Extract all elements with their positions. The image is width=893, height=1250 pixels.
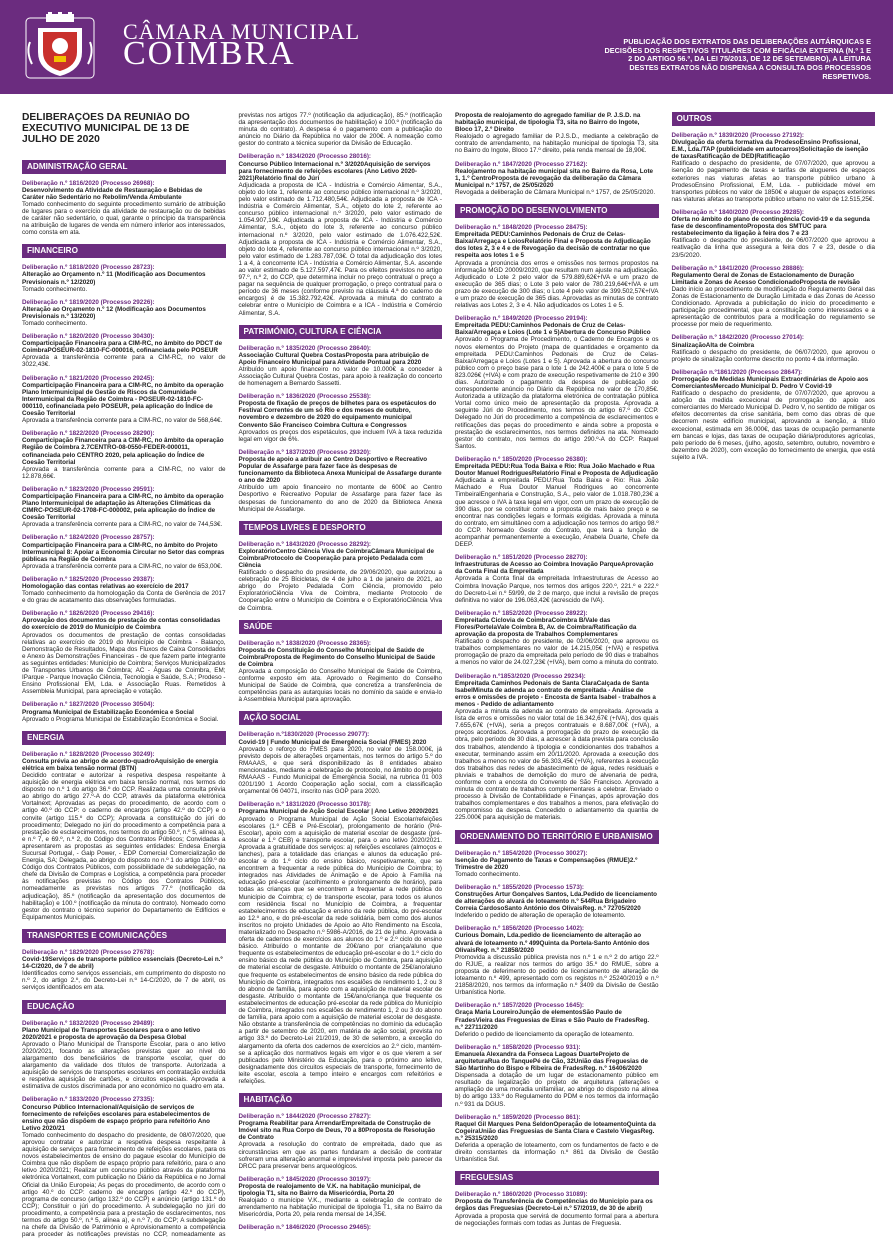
deliberation-entry: [22, 430, 226, 480]
deliberation-number: Deliberação n.º 1819/2020 (Processo 29226):: [22, 298, 155, 306]
deliberation-text: Aprovado o Programa de Procedimento, o Caderno de Encargos e os novos elementos do Projeto (mapa de quantidades e orçamento da empreitada PEDU:Caminhos Pedonais de Cruz de Celas-Baixa/Arregaça e Loios (Lotes 1 e 5). Aprovada a abertura do concurso público com o preço base para o lote 1 de 242.400€ e para o lote 5 de 823.026€ (+IVA) e com prazo de execução respetivamente de 210 e 390 dias. Autorizado o pagamento da despesa de publicação do correspondente anúncio no Diário da República no valor de 170,85€. Autorizada a utilização da plataforma eletrónica de contratação pública Vortal como único meio de apresentação da proposta. Aprovada a seguinte Júri do Procedimento, nos termos do artigo 67.º do CCP. Delegado no Júri do procedimento a competência de esclarecimentos e retificações das peças do procedimento e ainda sobre a proposta e prestação de esclarecimentos, nos termos definidos na ata. Nomeado gestor do contrato, nos termos do artigo 290.º-A do CCP: Raquel Santos.: [455, 336, 659, 450]
deliberation-text: Adjudicada a proposta de ICA - Indústria e Comércio Alimentar, S.A., objeto do lote 1, referente ao concurso público internacional n.º 3/2020, pelo valor estimado de 1.712.480,54€. Adjudicada a proposta de ICA - Indústria e Comércio Alimentar, S.A., objeto do lote 2, referente ao concurso público internacional n.º 3/2020, pelo valor estimado de 1.054.907,19€. Adjudicada a proposta de ICA - Indústria e Comércio Alimentar, S.A., objeto do lote 3, referente ao concurso público internacional n.º 3/2020, pelo valor estimado de 1.076.422,52€. Adjudicada a proposta de ICA - Indústria e Comércio Alimentar, S.A., objeto do lote 4, referente ao concurso público internacional n.º 3/2020, pelo valor estimado de 1.283.787,03€. O total da adjudicação dos lotes 1 a 4, à concorrente ICA - Indústria e Comércio Alimentar, S.A. ascende ao valor estimado de 5.127.597,47€. Para os efeitos previstos no artigo 97.º, n.º 2, do CCP, que determina incluir no preço contratual o preço a pagar na sequência de qualquer prorrogação, o preço contratual para o período de 36 meses (conforme previsto na cláusula 4.ª do caderno de encargos) é de 15.382.792,42€. Aprovada a minuta do contrato a celebrar entre o Município de Coimbra e a ICA - Indústria e Comércio Alimentar, S.A.: [238, 181, 442, 317]
deliberation-number: Deliberação n.º 1825/2020 (Processo 29387):: [22, 575, 155, 583]
deliberation-text: Aprovada a minuta da adenda ao contrato de empreitada. Aprovada a lista de erros e omissões no valor total de 16.342,67€ (+IVA), dos quais 7.655,67€ (+IVA), seria a preços contratuais e 8.687,00€ (+IVA), a preços acordados. Aprovada a prorrogação do prazo de execução da obra, pelo período de 30 dias, a acrescer à data prevista para conclusão dos trabalhos, atendendo à tipologia e condicionantes dos trabalhos a executar, terminando assim em 20/11/2020. Aprovada a execução dos trabalhos a menos no valor de 56.303,45€ (+IVA), referentes à execução dos trabalhos das redes de abastecimento de água, redes residuais e pluviais e trabalhos de demolição do muro de alvenaria de pedra, conforme com a encosta do Convento de São Francisco. Aprovado a minuta do contrato de trabalhos complementares a celebrar. Enviado o processo à Divisão de Contabilidade e Finanças, após aprovação dos trabalhos complementares e dos trabalhos a menos, para efetivação do compromisso da despesa. Concedido o adiantamento da quantia de 225.000€ para aquisição de materiais.: [455, 708, 659, 822]
deliberation-title: Comparticipação Financeira para a CIM-RC, no âmbito da operação Plano Intermunicipal de Gestão de Riscos da Comunidade Intermunicipal da Região de Coimbra - POSEUR-02-1810-FC-000110, cofinanciada pelo POSEUR, pela aplicação do Índice de Coesão Territorial: [22, 381, 224, 418]
deliberation-text: Tomado conhecimento do seguinte procedimento sumário de atribuição de lugares para o exercício da atividade de restauração ou de bebidas de caráter não sedentário, o qual, garante o princípio da transparência na atribuição de lugares de venda em número inferior aos interessados, como consta em ata.: [22, 200, 226, 237]
deliberation-entry: [22, 534, 226, 569]
deliberation-entry: [22, 610, 226, 695]
deliberation-text: Aprovada a transferência corrente para a CIM-RC, no valor de 12.878,66€.: [22, 465, 226, 480]
brand-top-text: CÂMARA MUNICIPAL: [123, 19, 361, 44]
deliberation-entry: [455, 673, 659, 822]
deliberation-entry: [455, 1191, 659, 1226]
deliberation-title: Comparticipação Financeira para a CIM-RC, no âmbito do PDCT de CoimbraPOSEUR-02-1810-FC-000016, cofinanciada pelo POSEUR: [22, 340, 223, 355]
deliberation-number: Deliberação n.º 1851/2020 (Processo 28270):: [455, 554, 588, 562]
deliberation-entry: [22, 701, 226, 722]
deliberation-title: Comparticipação Financeira para a CIM-RC, no âmbito da operação Plano Intermunicipal de adaptação às Alterações Climáticas da CIMRC-POSEUR-02-1708-FC-000002, pela aplicação do Índice de Coesão Territorial: [22, 492, 224, 522]
deliberation-number: Deliberação n.º 1831/2020 (Processo 30178):: [238, 801, 372, 809]
section-header: TEMPOS LIVRES E DESPORTO: [239, 521, 443, 535]
deliberation-title: Graça Maria LoureiroJunção de elementosSão Paulo de FradesVieira das Freguesias de Eiras e São Paulo de FradesReg. n.º 22711/2020: [455, 1009, 650, 1031]
deliberation-number: Deliberação n.º 1859/2020 (Processo 861):: [455, 1113, 581, 1121]
deliberation-title: Construções Artur Gonçalves Santos, Lda.Pedido de licenciamento de alterações do alvará de loteamento n.º 544Rua Brigadeiro Correia CardosoSanto António dos OlivaisReg. n.º 72705/2020: [455, 891, 658, 913]
deliberation-text: Aprovada a pronúncia dos erros e omissões nos termos propostos na informação MGD 20009/2020, que resultam num ajuste na adjudicação. Adjudicado o Lote 2 pelo valor de 579.889,62€+IVA e um prazo de execução de 365 dias; o Lote 3 pelo valor de 780.219,64€+IVA e um prazo de execução de 300 dias; o Lote 4 pelo valor de 399.502,57€+IVA e um prazo de execução de 365 dias. Aprovadas as minutas de contrato relativas aos Lotes 2, 3 e 4. Não adjudicados os Lotes 1 e 5.: [455, 259, 659, 310]
deliberation-number: Deliberação n.º 1829/2020 (Processo 27678):: [22, 948, 155, 956]
deliberation-number: Deliberação n.º 1860/2020 (Processo 31089):: [455, 1191, 588, 1199]
section-header: SAÚDE: [239, 620, 443, 634]
deliberation-text: Ratificado o despacho do presidente, de 06/07/2020 que aprovou a reativação da linha que assegura a feira dos 7 e 23, desde o dia 23/5/2020.: [671, 237, 875, 259]
deliberation-entry: [22, 333, 226, 368]
deliberation-number: Deliberação n.º 1827/2020 (Processo 30504):: [22, 701, 155, 709]
page-title: DELIBERAÇÕES DA REUNIÃO DO EXECUTIVO MUNICIPAL DE 13 DE JULHO DE 2020: [22, 112, 190, 146]
deliberation-number: Deliberação n.º 1820/2020 (Processo 30430):: [22, 333, 155, 341]
deliberation-entry: [455, 554, 659, 604]
deliberation-number: Deliberação n.º 1854/2020 (Processo 30027):: [455, 849, 588, 857]
deliberation-number: Deliberação n.º 1816/2020 (Processo 26968):: [22, 179, 155, 187]
deliberation-text: Dispensada a dotação de um lugar de estacionamento público em resultado da legalização do projeto de arquitetura (alterações e ampliação de uma moradia unifamiliar, ao abrigo do disposto na alínea b) do artigo 133.º do Regulamento do PDM e nos termos da informação n.º 931 da DGUS.: [455, 1072, 659, 1108]
deliberation-number: Deliberação n.º 1828/2020 (Processo 30249):: [22, 750, 155, 758]
deliberation-title: Comparticipação Financeira para a CIM-RC, no âmbito do Projeto Intermunicipal 8: Apoiar a Economia Circular no Setor das compras públicas na Região de Coimbra: [22, 541, 225, 563]
deliberation-entry: [22, 486, 226, 529]
deliberation-text: Tomado conhecimento.: [455, 870, 521, 878]
deliberation-entry: [455, 1044, 659, 1108]
section-header: PATRIMÓNIO, CULTURA E CIÊNCIA: [239, 325, 443, 339]
deliberation-text: Aprovado o Programa Municipal de Estabilização Económica e Social.: [22, 715, 219, 723]
deliberation-number: Deliberação n.º 1845/2020 (Processo 30197):: [238, 1175, 372, 1183]
deliberation-title: Concurso Público Internacional/Aquisição de serviços de fornecimento de refeições escolares para estabelecimentos de ensino que não dispõem de espaço próprio para refeitório Ano Letivo 2020/21: [22, 1103, 211, 1132]
deliberation-title: Empreitada Caminhos Pedonais de Santa ClaraCalçada de Santa IsabelMinuta de adenda ao contrato de empreitada - Análise de erros e omissões de projeto - Encosta de Santa Isabel - trabalhos a menos - Pedido de adiantamento: [455, 679, 656, 708]
deliberation-entry: [239, 449, 443, 513]
deliberation-number: Deliberação n.º 1826/2020 (Processo 29416):: [22, 610, 155, 618]
deliberation-entry: [455, 1002, 659, 1037]
deliberation-number: Deliberação n.º1830/2020 (Processo 29077):: [238, 731, 370, 739]
publication-notice: PUBLICAÇÃO DOS EXTRATOS DAS DELIBERAÇÕES AUTÁRQUICAS E DECISÕES DOS RESPETIVOS TITULARES COM EFICÁCIA EXTERNA (N.º 1 E 2 DO ARTIGO 56.º, DA LEI 75/2013, DE 12 DE SETEMBRO), A LEITURA DESTES EXTRATOS NÃO DISPENSA A CONSULTA DOS PROCESSOS RESPETIVOS.: [604, 37, 871, 81]
deliberation-title: Alteração ao Orçamento n.º 12 (Modificação aos Documentos Previsionais n.º 13/2020): [22, 305, 206, 320]
deliberation-title: Empreitada PEDU:Caminhos Pedonais de Cruz de Celas-Baixa/Arregaça e LoiosRelatório Final e Proposta de Adjudicação dos lotes 2, 3 e 4 e de Revogação da decisão de contratar no que respeita aos lotes 1 e 5: [455, 231, 651, 260]
section-header: EDUCAÇÃO: [22, 1000, 226, 1014]
deliberation-entry: [239, 731, 443, 795]
deliberation-number: Deliberação n.º 1844/2020 (Processo 27827):: [238, 1113, 372, 1121]
deliberation-number: Deliberação n.º 1856/2020 (Processo 1402):: [455, 925, 585, 933]
deliberation-text: Tomado conhecimento do despacho do presidente, de 08/07/2020, que aprovou contratar e autorizar a respetiva despesa respeitante à aquisição de serviços para fornecimento de refeições escolares, para os novos estabelecimentos de ensino do pagaue escolar do Município de Coimbra que não dispõem de espaço próprio para refeitório, para o ano letivo 2020/2021; Realizar um concurso público através da plataforma eletrónica Vortalnext, com publicação no Diário da República e no Jornal Oficial da União Europeia; As peças do procedimento, de acordo com o artigo 40.º do CCP: caderno de encargos (artigo 42.º do CCP), programa de concurso (artigo 132.º do CCP) e anúncio (artigo 131.º do CCP); Constituir o júri do procedimento. A subdelegação no júri do procedimento, a competência para a prestação de esclarecimentos, nos termos do artigo 50.º, n.º 5, alínea a), e n.º 7, do CCP; A subdelegação na chefe da Divisão de Património e Aprovisionamento a competência para proceder às notificações previstas no CCP, nomeadamente as previstas nos artigos 77.º (notificação da adjudicação), 85.º (notificação da apresentação dos documentos de habilitação) e 100.º (notificação da minuta do contrato). A despesa é o pagamento com a publicação do anúncio no Diário da República no valor de 200€. A nomeação como gestor do contrato a técnica superior da Divisão de Educação.: [22, 112, 442, 1239]
deliberation-entry: [22, 375, 226, 425]
deliberation-title: Desenvolvimento da Atividade de Restauração e Bebidas de Caráter não Sedentário no Rebolim/Venda Ambulante: [22, 186, 203, 201]
deliberation-entry: [455, 850, 659, 878]
deliberation-text: Ratificado o despacho do presidente, de 29/06/2020, que autorizou a celebração de 25 Bicicletas, de 4 de julho a 1 de janeiro de 2021, ao abrigo do Projeto Pedalada Com Ciência, promovido pelo ExploratórioCiência Viva de Coimbra, mediante Protocolo de Cooperação entre o Município de Coimbra e o ExploratórioCiência Viva de Coimbra.: [238, 569, 442, 612]
deliberation-entry: [239, 393, 443, 443]
deliberation-entry: [455, 610, 659, 667]
section-header: FREGUESIAS: [455, 1171, 659, 1185]
deliberation-title: Proposta de realojamento de V.K. na habitação municipal, de tipologia T1, sita no Bairro da Misericórdia, Porta 20: [238, 1182, 421, 1197]
deliberation-entry: [455, 315, 659, 450]
deliberation-text: Aprovada a transferência corrente para a CIM-RC, no valor de 744,53€.: [22, 521, 223, 529]
deliberation-title: Proposta de realojamento do agregado familiar de P. J.S.D. na habitação municipal, de tipologia T3, sita no Bairro do Ingote, Bloco 17, 2.º Direito: [455, 112, 641, 134]
deliberation-text: Aprovado o reforço do FMES para 2020, no valor de 158.000€, já previsto depois de alterações orçamentais, nos termos do artigo 5.º do RMAAAS, e que será disponibilizado às 8 entidades abaixo mencionadas, mediante a celebração de protocolo, no âmbito do projeto RMAAAS - Fundo Municipal de Emergência Social, na rubrica 01 003 0201/190 1 Acordo Cooperação ação social, com a classificação orçamental 06 04071, inscrito nas GOP para 2020.: [238, 745, 442, 796]
deliberation-text: Tomado conhecimento.: [22, 285, 88, 293]
deliberation-number: Deliberação n.º 1852/2020 (Processo 28922):: [455, 609, 588, 617]
deliberations-columns: [22, 112, 875, 1242]
deliberation-number: Deliberação n.º 1838/2020 (Processo 28365):: [238, 639, 372, 647]
coimbra-crest-icon: [24, 12, 96, 82]
deliberation-number: Deliberação n.º 1840/2020 (Processo 29285):: [671, 208, 805, 216]
deliberation-title: Empreitada Ciclovia de CoimbraCoimbra B/Vale das Flores/PortelaVale Coimbra B, Av. de Coimbra/Ratificação da aprovação da proposta de Trabalhos Complementares: [455, 616, 637, 639]
deliberation-text: Aprovada a proposta que servirá de documento formal para a abertura de negociações formais com todas as Juntas de Freguesia.: [455, 1212, 659, 1227]
deliberation-entry: [455, 224, 659, 309]
deliberation-title: Oferta no âmbito do plano de contingência Covid-19 e da segunda fase de desconfinamentoProposta dos SMTUC para restabelecimento da ligação à feira dos 7 e 23: [671, 216, 870, 238]
deliberation-title: Proposta de Constituição do Conselho Municipal de Saúde de CoimbraProposta de Regimento do Conselho Municipal de Saúde de Coimbra: [238, 646, 436, 668]
deliberation-title: Isenção do Pagamento de Taxas e Compensações (RMUE)2.º Trimestre de 2020: [455, 856, 638, 871]
deliberation-number: Deliberação n.º 1833/2020 (Processo 27335):: [22, 1096, 155, 1104]
deliberation-entry: [672, 369, 876, 461]
section-header: ORDENAMENTO DO TERRITÓRIO E URBANISMO: [455, 830, 659, 844]
deliberation-entry: [22, 299, 226, 327]
deliberation-title: Empreitada PEDU:Caminhos Pedonais de Cruz de Celas-Baixa/Arregaça e Loios (Lote 1 e 5)Abertura de Concurso Público: [455, 322, 651, 337]
deliberation-title: Infraestruturas de Acesso ao Coimbra Inovação ParqueAprovação da Conta Final da Empreitada: [455, 561, 654, 576]
deliberation-title: Divulgação da oferta formativa da ProdesoEnsino Profissional, E.M., Lda./TAP (publicidade em autocarros)Solicitação de isenção de taxasRatificação de DED|Ratificação: [671, 139, 869, 161]
section-header: OUTROS: [672, 112, 876, 126]
deliberation-entry: [239, 801, 443, 1085]
deliberation-number: Deliberação n.º 1848/2020 (Processo 28475):: [455, 224, 588, 232]
deliberation-text: Aprovados os preços dos espetáculos, que incluem IVA à taxa reduzida legal em vigor de 6%.: [238, 428, 442, 443]
deliberation-text: Deferida a operação de loteamento, com os fundamentos de facto e de direito constantes da informação n.º 861 da Divisão de Gestão Urbanística Sul.: [455, 1142, 659, 1164]
deliberation-text: Ratificado o despacho do presidente, de 07/07/2020, que aprovou a isenção do pagamento de taxas e tarifas de alugueres de espaços exteriores nas viaturas afetas ao transporte público urbano à ProdesoEnsino Profissional, E.M, Lda. - publicidade móvel em transportes públicos no valor de 1850€ e aluguer de espaços exteriores nas viaturas afetas ao transporte público urbano no valor de 12.515,25€.: [671, 160, 875, 203]
deliberation-text: Tomado conhecimento.: [22, 320, 88, 328]
deliberation-title: Comparticipação Financeira para a CIM-RC, no âmbito da operação Região de Coimbra 2.7CENTRO-08-0550-FEDER-000011, cofinanciada pelo CENTRO 2020, pela aplicação do Índice de Coesão Territorial: [22, 437, 224, 466]
deliberation-entry: [22, 1020, 226, 1091]
section-header: HABITAÇÃO: [239, 1093, 443, 1107]
deliberation-text: Dado início ao procedimento de modificação do Regulamento Geral das Zonas de Estacionamento de Duração Limitada e das Zonas de Acesso Condicionado. Aprovada a publicitação do início do procedimento e participação procedimental, que a constituição como interessados e a apresentação de contributos para a modificação do regulamento se processe por meio de requerimento.: [671, 285, 875, 329]
deliberation-title: Realojamento na habitação municipal sita no Bairro da Rosa, Lote 1, 1.º CentroProposta de revogação da deliberação da Câmara Municipal n.º 1757, de 25/05/2020: [455, 167, 654, 189]
deliberation-text: Identificados como serviços essenciais, em cumprimento do disposto no n.º 2, do artigo 2.º, do Decreto-Lei n.º 14-C/2020, de 7 de abril, os serviços identificados em ata.: [22, 970, 226, 992]
deliberation-entry: [239, 153, 443, 316]
deliberation-entry: [672, 209, 876, 259]
deliberation-number: Deliberação n.º 1842/2020 (Processo 27014):: [671, 334, 805, 342]
deliberation-entry: [455, 1114, 659, 1164]
deliberation-text: Aprovada a transferência corrente para a CIM-RC, no valor de 3022,43€.: [22, 354, 226, 369]
deliberation-text: Aprovado o Plano Municipal de Transporte Escolar, para o ano letivo 2020/2021, focando as alterações previstas quer ao nível do alargamento dos beneficiários de transporte escolar, quer do alargamento da validade dos títulos de transporte. Autorizada a aquisição de serviços de transportes escolares em contratação excluída e respetiva aquisição de cartões, e circuitos especiais. Aprovada a estimativa de custos discriminada por ano económico no quadro em ata.: [22, 1040, 226, 1091]
section-header: AÇÃO SOCIAL: [239, 711, 443, 725]
deliberation-number: Deliberação n.º 1836/2020 (Processo 25538):: [238, 393, 372, 401]
deliberation-title: Raquel Gil Marques Pena SeldonOperação de loteamentoQuinta da CogeiraUnião das Freguesias de Santa Clara e Castelo ViegasReg. n.º 25315/2020: [455, 1120, 656, 1142]
deliberation-title: Programa Municipal de Ação Social Escolar | Ano Letivo 2020/2021: [238, 808, 439, 816]
deliberation-title: Alteração ao Orçamento n.º 11 (Modificação aos Documentos Previsionais n.º 12/2020): [22, 271, 206, 286]
deliberation-entry: [672, 132, 876, 203]
deliberation-number: Deliberação n.º1861/2020 (Processo 28647):: [671, 368, 803, 376]
deliberation-title: Covid-19Serviços de transporte público essenciais (Decreto-Lei n.º 14-C/2020, de 7 de abril): [22, 956, 223, 971]
deliberation-number: Deliberação n.º 1823/2020 (Processo 29591):: [22, 485, 155, 493]
deliberation-entry: [455, 161, 659, 196]
header-banner: [0, 0, 893, 94]
deliberation-number: Deliberação n.º 1855/2020 (Processo 1573):: [455, 883, 585, 891]
deliberation-entry: [455, 925, 659, 996]
deliberation-text: Deferido o pedido de licenciamento da operação de loteamento.: [455, 1030, 634, 1038]
section-header: ADMINISTRAÇÃO GERAL: [22, 160, 226, 174]
deliberation-text: Atribuído um apoio financeiro no montante de 600€ ao Centro Desportivo e Recreativo Popular de Assafarge para fazer face às despesas de funcionamento do ano de 2020 da Biblioteca Anexa Municipal de Assafarge.: [238, 484, 442, 513]
deliberation-number: Deliberação n.º 1822/2020 (Processo 28290):: [22, 430, 155, 438]
deliberation-entry: [239, 345, 443, 388]
deliberation-text: Aprovada a transferência corrente para a CIM-RC, no valor de 568,64€.: [22, 417, 223, 425]
deliberation-title: Programa Reabilitar para ArrendarEmpreitada de Construção de Imóvel sito na Rua Corpo de Deus, 70 a 80Proposta de Resolução de Contrato: [238, 1120, 436, 1142]
deliberation-text: Atribuído um apoio financeiro no valor de 10.000€ a conceder à Associação Cultural Quebra Costas, para apoio à realização do concerto de homenagem a Bernardo Sassetti.: [238, 365, 442, 388]
deliberation-text: Realojado o agregado familiar de P.J.S.D., mediante a celebração de contrato de arrendamento, na habitação municipal de tipologia T3, sita no Bairro do Ingote, Bloco 17.º direito, pela renda mensal de 18,90€.: [455, 133, 659, 155]
deliberation-number: Deliberação n.º 1818/2020 (Processo 28723):: [22, 264, 155, 272]
deliberation-text: Aprovada a Conta final da empreitada Infraestruturas de Acesso ao Coimbra Inovação Parque, nos termos dos artigos 220.º, 221.º e 222.º do Decreto-Lei n.º 59/99, de 2 de março, que inclui a revisão de preços definitiva no valor de 196.063,42€ (acrescido de IVA).: [455, 575, 659, 604]
deliberation-text: Ratificado o despacho do presidente, de 07/07/2020, que aprovou a adoção da medida excecional de prorrogação do apoio aos comerciantes do Mercado Municipal D. Pedro V, no sentido de mitigar os efeitos decorrentes da crise sanitária, bem como das obras de que decorrem neste edifício municipal, aprovando a isenção, a título excecional, estimada em 36.000€, das taxas de ocupação permanente em bancas e lojas, das taxas de ocupação diária/produtores agrícolas, pelo período de 6 meses, (julho, agosto, setembro, outubro, novembro e dezembro de 2020), com exceção do fornecimento de energia, que está sujeito a IVA.: [671, 390, 875, 461]
deliberation-number: Deliberação n.º 1821/2020 (Processo 29245):: [22, 374, 155, 382]
deliberation-title: Concurso Público Internacional n.º 3/2020Aquisição de serviços para fornecimento de refeições escolares (Ano Letivo 2020-2021)Relatório final do Júri: [238, 160, 431, 182]
deliberation-number: Deliberação n.º 1846/2020 (Processo 29465):: [238, 1224, 372, 1232]
deliberation-number: Deliberação n.º 1847/2020 (Processo 27162):: [455, 160, 588, 168]
deliberation-entry: [672, 334, 876, 362]
deliberation-title: Associação Cultural Quebra CostasProposta para atribuição de Apoio Financeiro Municipal para Atividade Pontual para 2020: [238, 351, 429, 366]
deliberation-title: Emanuela Alexandra da Fonseca Lagoas DuarteProjeto de arquiteturaRua do TanquePé de Cão, 32União das Freguesias de São Martinho do Bispo e Ribeira de FradesReg. n.º 16406/2020: [455, 1050, 649, 1073]
deliberation-number: Deliberação n.º 1858/2020 (Processo 931):: [455, 1043, 581, 1051]
deliberation-number: Deliberação n.º 1850/2020 (Processo 26380):: [455, 455, 588, 463]
deliberation-text: Realojado o munícipe V.K., mediante a celebração de contrato de arrendamento na habitação municipal de tipologia T1, sita no Bairro da Misericórdia, Porta 20, pela renda mensal de 14,35€.: [238, 1197, 442, 1219]
deliberation-title: Empreitada PEDU:Rua Toda Baixa e Rio: Rua João Machado e Rua Doutor Manuel RodriguesRelatório Final e Proposta de Adjudicação: [455, 463, 659, 478]
section-header: PROMOÇÃO DO DESENVOLVIMENTO: [455, 204, 659, 218]
deliberation-entry: [22, 180, 226, 237]
deliberation-title: ExploratórioCentro Ciência Viva de CoimbraCâmara Municipal de CoimbraProtocolo de Cooperação para projeto Pedalada com Ciência: [238, 547, 434, 569]
deliberation-title: Proposta de apoio a atribuir ao Centro Desportivo e Recreativo Popular de Assafarge para fazer face às despesas de funcionamento da Biblioteca Anexa Municipal de Assafarge durante o ano de 2020: [238, 455, 442, 485]
deliberation-text: Promovida a discussão pública prevista nos n.º 1 e n.º 2 do artigo 22.º do RJUE, a realizar nos termos do artigo 35.º do RMUE, sobre a proposta de deferimento do pedido de licenciamento de alteração de loteamento n.º 499, apresentado com os registos n.º 25240/2019 e n.º 21858/2020, nos termos da informação n.º 3409 da Divisão de Gestão Urbanística Norte.: [455, 953, 659, 997]
deliberation-title: SinalizaçãoAlta de Coimbra: [671, 341, 755, 349]
deliberation-number: Deliberação n.º 1849/2020 (Processo 29194):: [455, 315, 588, 323]
deliberation-number: Deliberação n.º 1841/2020 (Processo 28886):: [671, 264, 805, 272]
deliberation-number: Deliberação n.º 1832/2020 (Processo 29489):: [22, 1019, 155, 1027]
deliberation-title: Prorrogação de Medidas Municipais Extraordinárias de Apoio aos ComerciantesMercado Municipal D. Pedro V Covid-19: [671, 375, 869, 390]
deliberation-text: Aprovados os documentos de prestação de contas consolidadas relativas ao exercício de 2019 do Município de Coimbra - Balanço, Demonstração de Resultados, Mapa dos Fluxos de Caixa Consolidados e Anexo às Demonstrações Financeiras - de que fazem parte integrante as seguintes entidades: Município de Coimbra; Serviços Municipalizados de Transportes Urbanos de Coimbra; AC - Águas de Coimbra, EM; IParque - Parque Inovação Ciência, Tecnologia e Saúde, S.A.; Prodeso - Ensino Profissional EM, Lda. e Associação Ruas. Remetidos à Assembleia Municipal, para apreciação e votação.: [22, 631, 226, 696]
deliberation-text: Revogada a deliberação de Câmara Municipal n.º 1757, de 25/05/2020.: [455, 188, 656, 196]
deliberation-entry: [239, 640, 443, 704]
deliberation-entry: [239, 1113, 443, 1170]
deliberation-number: Deliberação n.º 1843/2020 (Processo 28292):: [238, 540, 372, 548]
section-header: ENERGIA: [22, 731, 226, 745]
deliberation-title: Curious Domain, Lda.pedido de licenciamento de alteração ao alvará de loteamento n.º 499Quinta da Portela-Santo António dos OlivaisReg. n.º 21858/2020: [455, 932, 650, 954]
deliberation-number: Deliberação n.º 1857/2020 (Processo 1645):: [455, 1002, 585, 1010]
deliberation-title: Programa Municipal de Estabilização Económica e Social: [22, 708, 194, 716]
section-header: FINANCEIRO: [22, 244, 226, 258]
deliberation-number: Deliberação n.º 1835/2020 (Processo 28640):: [238, 344, 372, 352]
deliberation-text: Aprovado o Programa Municipal de Ação Social Escolar/refeições escolares (1.º CEB e Pré-Escolar), prolongamento de horário (Pré-Escolar), apoio com a aquisição de material escolar de desgaste (pré-escolar e 1.º CEB) e transporte escolar, para o ano letivo 2020/2021. Aprovada a gratuitidade dos serviços: a) refeições escolares (almoços e lanches), para a totalidade das crianças e alunos da educação pré-escolar e do 1.º ciclo do ensino básico, respetivamente, que se encontrem a frequentar a rede pública do Município de Coimbra; b) integrados nas Atividades de Animação e de Apoio à Família na educação pré-escolar (acolhimento e prolongamento de horário), para todas as crianças que se encontrem a frequentar a rede pública do Município de Coimbra; c) de transporte escolar, para todos os alunos com residência fiscal no Município de Coimbra, a frequentar estabelecimentos de educação e ensino da rede pública, do pré-escolar ao 12.º ano, e do pré-escolar da rede solidária, bem como dos alunos inscritos no projeto Unidades de Apoio ao Alto Rendimento na Escola, materializado no Despacho n.º 5986-A/2016, de 21 de julho. Aprovada a oferta de cadernos de exercícios aos alunos do 1.º e 2.º ciclo do ensino básico. Atribuído o montante de 20€/ano por criança/aluno que frequente os estabelecimentos de educação pré-escolar e do 1.º ciclo do ensino básico da rede pública do Município de Coimbra, para aquisição de material escolar de desgaste. Atribuído o montante de 25€/ano/aluno que frequente os estabelecimentos de ensino básico da rede pública do Município de Coimbra, integrados nos escalões de rendimento 1, 2 ou 3 do abono de família, para apoio com a aquisição de material escolar de desgaste. Atribuído o montante de 15€/ano/criança que frequente os estabelecimentos de educação pré-escolar da rede pública do Município de Coimbra, integrados nos escalões de rendimento 1, 2 ou 3 do abono de família, para apoio com a aquisição de material escolar de desgaste. Não obstante a transferência de competências no domínio da educação a partir de setembro de 2020, em matéria de ação social, prevista no artigo 33.º do Decreto-Lei 21/2019, de 30 de setembro, a exceção do alargamento da oferta dos cadernos de exercícios ao 2.º ciclo, mantém-se a aplicação dos normativos legais em vigor e os que vierem a ser publicados pelo Ministério da Educação, para o próximo ano letivo, designadamente dos circuitos especiais de transporte, fornecimento de leite escolar, escola a tempo inteiro e encargos com refeitórios e refeições.: [238, 815, 442, 1085]
deliberation-text: Aprovada a composição do Conselho Municipal de Saúde de Coimbra, conforme exposto em ata. Aprovado o Regimento do Conselho Municipal de Saúde de Coimbra, que concretiza a transferência de competências para as autarquias locais no domínio da saúde e envia-lo à Assembleia Municipal para aprovação.: [238, 668, 442, 704]
deliberation-title: Covid-19 | Fundo Municipal de Emergência Social (FMES) 2020: [238, 738, 427, 746]
deliberation-number: Deliberação n.º 1824/2020 (Processo 28757):: [22, 534, 155, 542]
deliberation-number: Deliberação n.º1853/2020 (Processo 29234):: [455, 672, 586, 680]
deliberation-text: Tomado conhecimento da homologação da Conta de Gerência de 2017 e do grau de acatamento das observações formuladas.: [22, 590, 226, 605]
deliberation-title: Regulamento Geral de Zonas de Estacionamento de Duração Limitada e Zonas de Acesso CondicionadoProposta de revisão: [671, 271, 860, 286]
deliberation-entry: [239, 1176, 443, 1219]
deliberation-text: Aprovada a transferência corrente para a CIM-RC, no valor de 653,00€.: [22, 562, 223, 570]
deliberation-title: Aprovação dos documentos de prestação de contas consolidadas do exercício de 2019 do Município de Coimbra: [22, 617, 221, 632]
deliberation-entry: [672, 265, 876, 329]
section-header: TRANSPORTES E COMUNICAÇÕES: [22, 929, 226, 943]
deliberation-text: Aprovada a resolução do contrato de empreitada, dado que as circunstâncias em que as partes fundaram a decisão de contratar sofreram uma alteração anormal e imprevisível imposta pelo parecer da DRCC para preservar bens arqueológicos.: [238, 1141, 442, 1170]
deliberation-title: Proposta de Transferência de Competências do Município para os órgãos das Freguesias (Decreto-Lei n.º 57/2019, de 30 de abril): [455, 1198, 653, 1213]
deliberation-title: Plano Municipal de Transportes Escolares para o ano letivo 2020/2021 e proposta de aprovação da Despesa Global: [22, 1026, 201, 1041]
brand-name: COIMBRA: [123, 35, 296, 72]
deliberation-entry: [455, 884, 659, 919]
deliberation-text: Ratificado o despacho do presidente, de 02/06/2020, que aprovou os trabalhos complementares no valor de 14.215,05€ (+IVA) e respetiva prorrogação de prazo da empreitada pelo período de 90 dias e trabalhos a menos no valor de 24.027,23€ (+IVA), bem como a minuta do contrato.: [455, 638, 659, 667]
deliberation-entry: [455, 456, 659, 548]
deliberation-number: Deliberação n.º 1837/2020 (Processo 29320):: [238, 448, 372, 456]
deliberation-number: Deliberação n.º 1834/2020 (Processo 28016):: [238, 153, 372, 161]
deliberation-text: Indeferido o pedido de alteração de operação de loteamento.: [455, 912, 626, 920]
deliberation-title: Homologação das contas relativas ao exercício de 2017: [22, 583, 189, 591]
deliberation-entry: [22, 751, 226, 921]
deliberation-text: Ratificado o despacho do presidente, de 06/07/2020, que aprovou o projeto de sinalização conforme descrito no ponto 4 da informação.: [671, 348, 875, 363]
deliberation-entry: [239, 541, 443, 612]
deliberation-text: Decidido contratar e autorizar a respetiva despesa respeitante à aquisição de energia elétrica em baixa tensão normal, nos termos do disposto no n.º 1 do artigo 36.º do CCP. Realizada uma consulta prévia ao abrigo do artigo 27.º-A do CCP, através da plataforma eletrónica Vortalnext; Aprovadas as peças do procedimento, de acordo com o artigo 40.º do CCP: o caderno de encargos (artigo 42.º do CCP) e o convite (artigo 115.º do CCP); Aprovada a constituição do júri do procedimento; Delegado no júri do procedimento a competência para a prestação de esclarecimentos, nos termos do artigo 50.º, n.º 5, alínea a), e n.º 7, e 69.º, n.º 2, do Código dos Contratos Públicos; Convidadas a apresentarem as propostas as seguintes entidades: Endesa Energia Sucursal Portugal, - Galp Power, - EDP Comercial Comercialização de Energia, SA; Delegada, ao abrigo do disposto no n.º 1 do artigo 109.º do Código dos Contratos Públicos, com possibilidade de subdelegação, na chefe da Divisão de Compras e Logística, a competência para proceder às notificações previstas no Código dos Contratos Públicos, nomeadamente as previstas nos artigos 77.º (notificação da adjudicação), 85.º (notificação da apresentação dos documentos de habilitação) e 100.º (notificação da minuta do contrato). Nomeado como gestor do contrato o técnico superior do Departamento de Edifícios e Equipamentos Municipais.: [22, 771, 226, 921]
deliberation-entry: [22, 949, 226, 992]
deliberation-entry: [22, 264, 226, 292]
deliberation-title: Consulta prévia ao abrigo de acordo-quadroAquisição de energia elétrica em baixa tensão normal (BTN): [22, 757, 218, 772]
deliberation-title: Proposta de fixação de preços de bilhetes para os espetáculos do Festival Correntes de um só Rio e dos meses de outubro, novembro e dezembro de 2020 do equipamento municipal Convento São Francisco Coimbra Cultura e Congressos: [238, 400, 437, 429]
deliberation-number: Deliberação n.º 1839/2020 (Processo 27192):: [671, 132, 805, 139]
deliberation-entry: [22, 576, 226, 604]
deliberation-text: Adjudicada a empreitada PEDU:Rua Toda Baixa e Rio: Rua João Machado e Rua Doutor Manuel Rodrigues ao concorrente TimbeiralEngenharia e Construção, S.A., pelo valor de 1.018.780,23€ a que acresce o IVA à taxa legal em vigor, com um prazo de execução de 390 dias, por se constituir como a proposta de mais baixo preço e se encontrar nas condições legais e formais exigidas. Aprovada a minuta do contrato, em simultâneo com a adjudicação nos termos do artigo 98.º do CCP. Nomeado Gestor do Contrato, que terá a função de acompanhar permanentemente a execução, Anabela Duarte, Chefe da DEEP.: [455, 477, 659, 549]
